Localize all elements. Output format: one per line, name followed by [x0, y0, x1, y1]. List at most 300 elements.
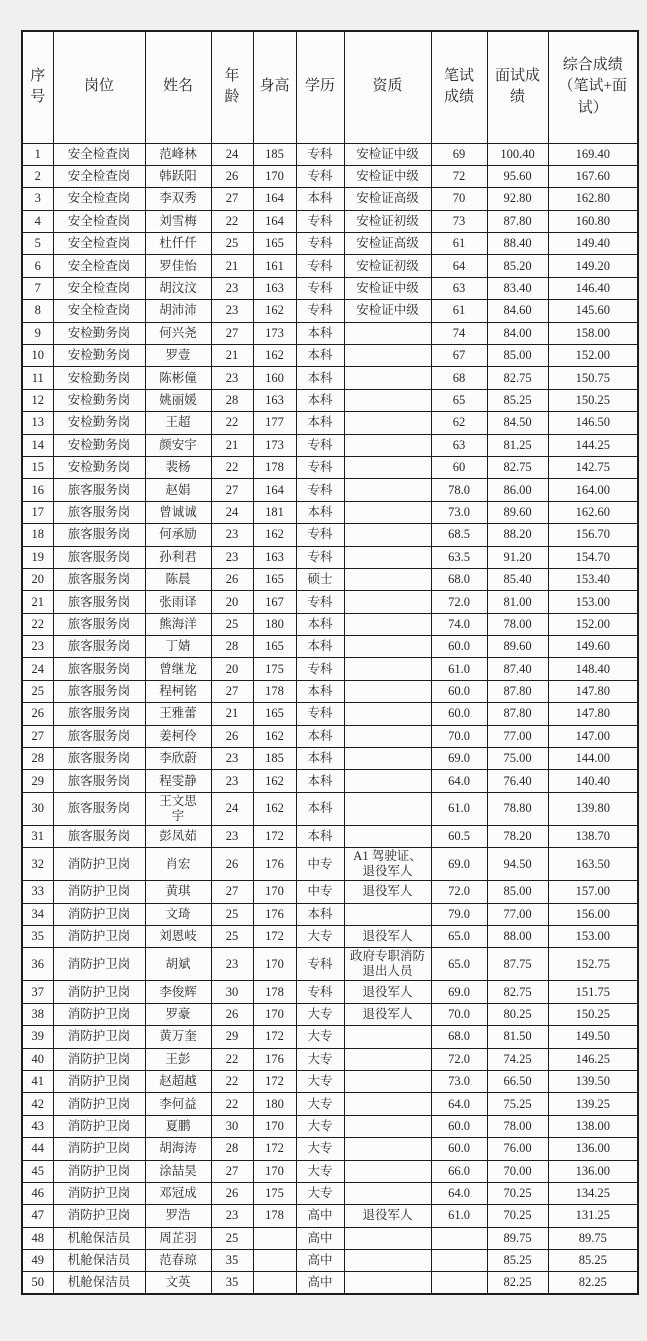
- table-row: [22, 188, 638, 210]
- cell-age: 22: [211, 1048, 253, 1070]
- cell-name: 李双秀: [145, 188, 211, 210]
- cell-education: 大专: [296, 1026, 344, 1048]
- cell-written_score: 61: [431, 300, 487, 322]
- cell-total_score: 146.40: [548, 277, 638, 299]
- table-row: [22, 948, 638, 981]
- cell-interview_score: 100.40: [487, 143, 548, 165]
- cell-written_score: 74: [431, 322, 487, 344]
- cell-age: 26: [211, 1003, 253, 1025]
- cell-position: 消防护卫岗: [53, 1093, 145, 1115]
- cell-position: 安检勤务岗: [53, 412, 145, 434]
- cell-index: 6: [22, 255, 53, 277]
- table-row: [22, 255, 638, 277]
- cell-position: 旅客服务岗: [53, 825, 145, 847]
- cell-interview_score: 82.75: [487, 456, 548, 478]
- cell-education: 大专: [296, 1048, 344, 1070]
- cell-index: 4: [22, 210, 53, 232]
- cell-written_score: 69.0: [431, 848, 487, 881]
- cell-total_score: 148.40: [548, 658, 638, 680]
- cell-height: 172: [253, 1026, 296, 1048]
- cell-total_score: 152.75: [548, 948, 638, 981]
- cell-written_score: 72: [431, 165, 487, 187]
- cell-height: 175: [253, 658, 296, 680]
- cell-total_score: 134.25: [548, 1182, 638, 1204]
- cell-written_score: 60: [431, 456, 487, 478]
- cell-interview_score: 76.40: [487, 770, 548, 792]
- cell-written_score: [431, 1272, 487, 1294]
- cell-qualification: [344, 725, 431, 747]
- cell-qualification: 退役军人: [344, 1205, 431, 1227]
- cell-index: 24: [22, 658, 53, 680]
- cell-written_score: 64: [431, 255, 487, 277]
- table-row: [22, 703, 638, 725]
- cell-written_score: 70: [431, 188, 487, 210]
- cell-index: 34: [22, 903, 53, 925]
- cell-position: 安全检查岗: [53, 143, 145, 165]
- cell-total_score: 139.25: [548, 1093, 638, 1115]
- cell-qualification: [344, 636, 431, 658]
- cell-written_score: 69.0: [431, 748, 487, 770]
- cell-written_score: 62: [431, 412, 487, 434]
- cell-education: 本科: [296, 770, 344, 792]
- cell-name: 陈彬僮: [145, 367, 211, 389]
- cell-written_score: 61.0: [431, 658, 487, 680]
- cell-qualification: [344, 479, 431, 501]
- cell-name: 李何益: [145, 1093, 211, 1115]
- cell-written_score: 60.0: [431, 1138, 487, 1160]
- cell-position: 机舱保洁员: [53, 1272, 145, 1294]
- cell-age: 27: [211, 188, 253, 210]
- cell-written_score: 60.0: [431, 680, 487, 702]
- cell-index: 22: [22, 613, 53, 635]
- table-body: [22, 143, 638, 1294]
- cell-height: 162: [253, 300, 296, 322]
- cell-height: 175: [253, 1182, 296, 1204]
- cell-written_score: 69.0: [431, 981, 487, 1003]
- cell-total_score: 150.25: [548, 389, 638, 411]
- cell-qualification: [344, 1026, 431, 1048]
- cell-name: 杜仟仟: [145, 233, 211, 255]
- cell-height: [253, 1272, 296, 1294]
- cell-age: 20: [211, 658, 253, 680]
- cell-education: 专科: [296, 456, 344, 478]
- cell-education: 高中: [296, 1250, 344, 1272]
- cell-height: 170: [253, 881, 296, 903]
- cell-name: 李欣蔚: [145, 748, 211, 770]
- cell-position: 消防护卫岗: [53, 926, 145, 948]
- cell-qualification: 退役军人: [344, 926, 431, 948]
- cell-interview_score: 80.25: [487, 1003, 548, 1025]
- cell-qualification: 政府专职消防退出人员: [344, 948, 431, 981]
- cell-total_score: 147.00: [548, 725, 638, 747]
- cell-index: 9: [22, 322, 53, 344]
- cell-name: 胡斌: [145, 948, 211, 981]
- cell-height: 162: [253, 725, 296, 747]
- cell-index: 38: [22, 1003, 53, 1025]
- cell-education: 大专: [296, 926, 344, 948]
- table-row: [22, 456, 638, 478]
- cell-name: 刘雪梅: [145, 210, 211, 232]
- cell-education: 专科: [296, 277, 344, 299]
- cell-written_score: 74.0: [431, 613, 487, 635]
- cell-interview_score: 94.50: [487, 848, 548, 881]
- cell-total_score: 154.70: [548, 546, 638, 568]
- header-row: [22, 31, 638, 143]
- cell-qualification: [344, 412, 431, 434]
- cell-index: 45: [22, 1160, 53, 1182]
- cell-interview_score: 75.00: [487, 748, 548, 770]
- cell-interview_score: 85.25: [487, 1250, 548, 1272]
- cell-index: 3: [22, 188, 53, 210]
- cell-total_score: 160.80: [548, 210, 638, 232]
- cell-education: 专科: [296, 233, 344, 255]
- cell-interview_score: 81.00: [487, 591, 548, 613]
- cell-interview_score: 75.25: [487, 1093, 548, 1115]
- cell-position: 安全检查岗: [53, 277, 145, 299]
- cell-height: 165: [253, 568, 296, 590]
- cell-total_score: 149.40: [548, 233, 638, 255]
- cell-position: 消防护卫岗: [53, 1160, 145, 1182]
- cell-interview_score: 82.75: [487, 981, 548, 1003]
- cell-index: 12: [22, 389, 53, 411]
- cell-total_score: 164.00: [548, 479, 638, 501]
- cell-index: 16: [22, 479, 53, 501]
- cell-education: 专科: [296, 591, 344, 613]
- table-row: [22, 143, 638, 165]
- cell-name: 罗佳怡: [145, 255, 211, 277]
- cell-index: 19: [22, 546, 53, 568]
- cell-interview_score: 83.40: [487, 277, 548, 299]
- cell-interview_score: 89.60: [487, 636, 548, 658]
- table-row: [22, 1093, 638, 1115]
- cell-age: 25: [211, 903, 253, 925]
- cell-written_score: 61: [431, 233, 487, 255]
- cell-qualification: [344, 501, 431, 523]
- cell-age: 26: [211, 725, 253, 747]
- cell-height: 172: [253, 1138, 296, 1160]
- cell-education: 本科: [296, 636, 344, 658]
- cell-total_score: 138.70: [548, 825, 638, 847]
- cell-position: 旅客服务岗: [53, 770, 145, 792]
- scanned-document-page: [0, 30, 647, 1341]
- cell-index: 27: [22, 725, 53, 747]
- cell-education: 本科: [296, 188, 344, 210]
- cell-index: 50: [22, 1272, 53, 1294]
- cell-interview_score: 88.40: [487, 233, 548, 255]
- cell-height: 163: [253, 389, 296, 411]
- cell-index: 30: [22, 792, 53, 825]
- cell-education: 本科: [296, 613, 344, 635]
- table-row: [22, 479, 638, 501]
- cell-name: 姜柯伶: [145, 725, 211, 747]
- cell-index: 37: [22, 981, 53, 1003]
- cell-age: 25: [211, 1227, 253, 1249]
- cell-written_score: 60.0: [431, 703, 487, 725]
- cell-written_score: [431, 1250, 487, 1272]
- cell-position: 旅客服务岗: [53, 591, 145, 613]
- cell-education: 本科: [296, 825, 344, 847]
- cell-interview_score: 88.00: [487, 926, 548, 948]
- cell-age: 21: [211, 345, 253, 367]
- cell-total_score: 138.00: [548, 1115, 638, 1137]
- cell-index: 46: [22, 1182, 53, 1204]
- cell-index: 8: [22, 300, 53, 322]
- cell-total_score: 152.00: [548, 345, 638, 367]
- table-row: [22, 1182, 638, 1204]
- cell-position: 旅客服务岗: [53, 613, 145, 635]
- cell-position: 安全检查岗: [53, 188, 145, 210]
- cell-qualification: [344, 322, 431, 344]
- cell-index: 32: [22, 848, 53, 881]
- cell-name: 刘恩岐: [145, 926, 211, 948]
- cell-interview_score: 74.25: [487, 1048, 548, 1070]
- cell-age: 23: [211, 546, 253, 568]
- cell-name: 胡汶汶: [145, 277, 211, 299]
- cell-qualification: [344, 546, 431, 568]
- cell-height: 164: [253, 479, 296, 501]
- cell-interview_score: 66.50: [487, 1070, 548, 1092]
- cell-height: 185: [253, 748, 296, 770]
- cell-education: 本科: [296, 345, 344, 367]
- cell-total_score: 131.25: [548, 1205, 638, 1227]
- cell-index: 47: [22, 1205, 53, 1227]
- cell-position: 消防护卫岗: [53, 948, 145, 981]
- cell-interview_score: 78.00: [487, 613, 548, 635]
- table-row: [22, 1160, 638, 1182]
- cell-index: 36: [22, 948, 53, 981]
- cell-height: 165: [253, 233, 296, 255]
- cell-age: 27: [211, 1160, 253, 1182]
- cell-position: 旅客服务岗: [53, 748, 145, 770]
- cell-interview_score: 76.00: [487, 1138, 548, 1160]
- cell-height: 172: [253, 926, 296, 948]
- cell-interview_score: 70.00: [487, 1160, 548, 1182]
- cell-qualification: [344, 613, 431, 635]
- cell-written_score: 68.0: [431, 568, 487, 590]
- table-row: [22, 412, 638, 434]
- cell-position: 消防护卫岗: [53, 1048, 145, 1070]
- table-row: [22, 1048, 638, 1070]
- cell-education: 专科: [296, 143, 344, 165]
- cell-interview_score: 95.60: [487, 165, 548, 187]
- cell-index: 13: [22, 412, 53, 434]
- cell-height: 163: [253, 546, 296, 568]
- cell-name: 胡沛沛: [145, 300, 211, 322]
- table-row: [22, 322, 638, 344]
- cell-name: 王超: [145, 412, 211, 434]
- cell-age: 23: [211, 948, 253, 981]
- cell-qualification: [344, 1048, 431, 1070]
- cell-name: 黄琪: [145, 881, 211, 903]
- cell-position: 旅客服务岗: [53, 479, 145, 501]
- cell-qualification: [344, 456, 431, 478]
- cell-position: 安检勤务岗: [53, 322, 145, 344]
- cell-written_score: 65.0: [431, 948, 487, 981]
- cell-height: 178: [253, 456, 296, 478]
- cell-total_score: 153.40: [548, 568, 638, 590]
- cell-written_score: 66.0: [431, 1160, 487, 1182]
- cell-written_score: 69: [431, 143, 487, 165]
- cell-qualification: [344, 389, 431, 411]
- cell-name: 黄万奎: [145, 1026, 211, 1048]
- cell-education: 高中: [296, 1227, 344, 1249]
- cell-age: 22: [211, 412, 253, 434]
- cell-interview_score: 91.20: [487, 546, 548, 568]
- cell-qualification: [344, 792, 431, 825]
- cell-interview_score: 77.00: [487, 725, 548, 747]
- cell-age: 26: [211, 848, 253, 881]
- cell-index: 25: [22, 680, 53, 702]
- cell-name: 孙利君: [145, 546, 211, 568]
- cell-age: 23: [211, 277, 253, 299]
- cell-age: 21: [211, 703, 253, 725]
- cell-position: 消防护卫岗: [53, 881, 145, 903]
- cell-education: 专科: [296, 210, 344, 232]
- table-row: [22, 825, 638, 847]
- cell-interview_score: 87.80: [487, 210, 548, 232]
- cell-age: 27: [211, 680, 253, 702]
- cell-qualification: [344, 1227, 431, 1249]
- cell-age: 24: [211, 792, 253, 825]
- cell-written_score: 73.0: [431, 1070, 487, 1092]
- cell-written_score: 60.0: [431, 1115, 487, 1137]
- cell-age: 24: [211, 501, 253, 523]
- cell-position: 旅客服务岗: [53, 703, 145, 725]
- cell-education: 高中: [296, 1205, 344, 1227]
- cell-height: 162: [253, 524, 296, 546]
- cell-total_score: 163.50: [548, 848, 638, 881]
- cell-position: 安全检查岗: [53, 255, 145, 277]
- table-row: [22, 848, 638, 881]
- cell-education: 本科: [296, 389, 344, 411]
- cell-interview_score: 87.80: [487, 680, 548, 702]
- column-header-qualification: 资质: [344, 31, 431, 143]
- cell-qualification: [344, 1070, 431, 1092]
- cell-position: 消防护卫岗: [53, 1138, 145, 1160]
- cell-position: 消防护卫岗: [53, 981, 145, 1003]
- cell-name: 裴杨: [145, 456, 211, 478]
- cell-height: 163: [253, 277, 296, 299]
- cell-total_score: 162.80: [548, 188, 638, 210]
- cell-education: 本科: [296, 725, 344, 747]
- cell-qualification: [344, 434, 431, 456]
- cell-height: 162: [253, 792, 296, 825]
- column-header-total_score: 综合成绩（笔试+面试）: [548, 31, 638, 143]
- cell-name: 邓冠成: [145, 1182, 211, 1204]
- table-row: [22, 680, 638, 702]
- cell-qualification: 退役军人: [344, 981, 431, 1003]
- cell-height: 178: [253, 981, 296, 1003]
- cell-total_score: 151.75: [548, 981, 638, 1003]
- cell-index: 29: [22, 770, 53, 792]
- cell-height: 176: [253, 1048, 296, 1070]
- cell-age: 26: [211, 568, 253, 590]
- cell-position: 消防护卫岗: [53, 903, 145, 925]
- table-row: [22, 501, 638, 523]
- cell-height: 164: [253, 188, 296, 210]
- cell-age: 24: [211, 143, 253, 165]
- cell-qualification: 安检证初级: [344, 210, 431, 232]
- cell-index: 5: [22, 233, 53, 255]
- cell-height: [253, 1250, 296, 1272]
- cell-height: 177: [253, 412, 296, 434]
- cell-index: 49: [22, 1250, 53, 1272]
- cell-position: 旅客服务岗: [53, 792, 145, 825]
- table-row: [22, 1070, 638, 1092]
- cell-written_score: [431, 1227, 487, 1249]
- cell-age: 22: [211, 456, 253, 478]
- table-row: [22, 725, 638, 747]
- table-row: [22, 881, 638, 903]
- cell-position: 消防护卫岗: [53, 1205, 145, 1227]
- cell-education: 本科: [296, 412, 344, 434]
- column-header-position: 岗位: [53, 31, 145, 143]
- cell-education: 高中: [296, 1272, 344, 1294]
- cell-qualification: 安检证高级: [344, 188, 431, 210]
- cell-education: 专科: [296, 434, 344, 456]
- cell-height: 162: [253, 345, 296, 367]
- cell-age: 23: [211, 825, 253, 847]
- cell-total_score: 136.00: [548, 1160, 638, 1182]
- cell-education: 专科: [296, 658, 344, 680]
- cell-written_score: 63: [431, 434, 487, 456]
- cell-education: 本科: [296, 367, 344, 389]
- cell-name: 王雅蕾: [145, 703, 211, 725]
- cell-position: 消防护卫岗: [53, 1026, 145, 1048]
- cell-height: 176: [253, 848, 296, 881]
- cell-position: 消防护卫岗: [53, 1003, 145, 1025]
- cell-qualification: [344, 1250, 431, 1272]
- cell-qualification: 退役军人: [344, 881, 431, 903]
- cell-index: 20: [22, 568, 53, 590]
- table-row: [22, 300, 638, 322]
- cell-education: 专科: [296, 255, 344, 277]
- cell-height: 176: [253, 903, 296, 925]
- cell-height: 180: [253, 613, 296, 635]
- cell-qualification: [344, 1272, 431, 1294]
- cell-height: 172: [253, 1070, 296, 1092]
- table-row: [22, 389, 638, 411]
- cell-name: 赵超越: [145, 1070, 211, 1092]
- cell-interview_score: 78.00: [487, 1115, 548, 1137]
- cell-name: 罗浩: [145, 1205, 211, 1227]
- cell-position: 安检勤务岗: [53, 456, 145, 478]
- table-row: [22, 1003, 638, 1025]
- cell-index: 33: [22, 881, 53, 903]
- cell-qualification: 退役军人: [344, 1003, 431, 1025]
- column-header-age: 年龄: [211, 31, 253, 143]
- cell-position: 旅客服务岗: [53, 725, 145, 747]
- column-header-education: 学历: [296, 31, 344, 143]
- cell-written_score: 72.0: [431, 591, 487, 613]
- cell-height: 170: [253, 1115, 296, 1137]
- cell-qualification: [344, 703, 431, 725]
- cell-total_score: 136.00: [548, 1138, 638, 1160]
- cell-written_score: 68.0: [431, 1026, 487, 1048]
- cell-qualification: [344, 591, 431, 613]
- cell-interview_score: 84.50: [487, 412, 548, 434]
- table-row: [22, 1272, 638, 1294]
- cell-education: 中专: [296, 848, 344, 881]
- cell-age: 20: [211, 591, 253, 613]
- cell-qualification: [344, 1115, 431, 1137]
- cell-education: 本科: [296, 748, 344, 770]
- cell-interview_score: 87.40: [487, 658, 548, 680]
- cell-total_score: 167.60: [548, 165, 638, 187]
- cell-name: 程雯静: [145, 770, 211, 792]
- column-header-interview_score: 面试成绩: [487, 31, 548, 143]
- table-row: [22, 434, 638, 456]
